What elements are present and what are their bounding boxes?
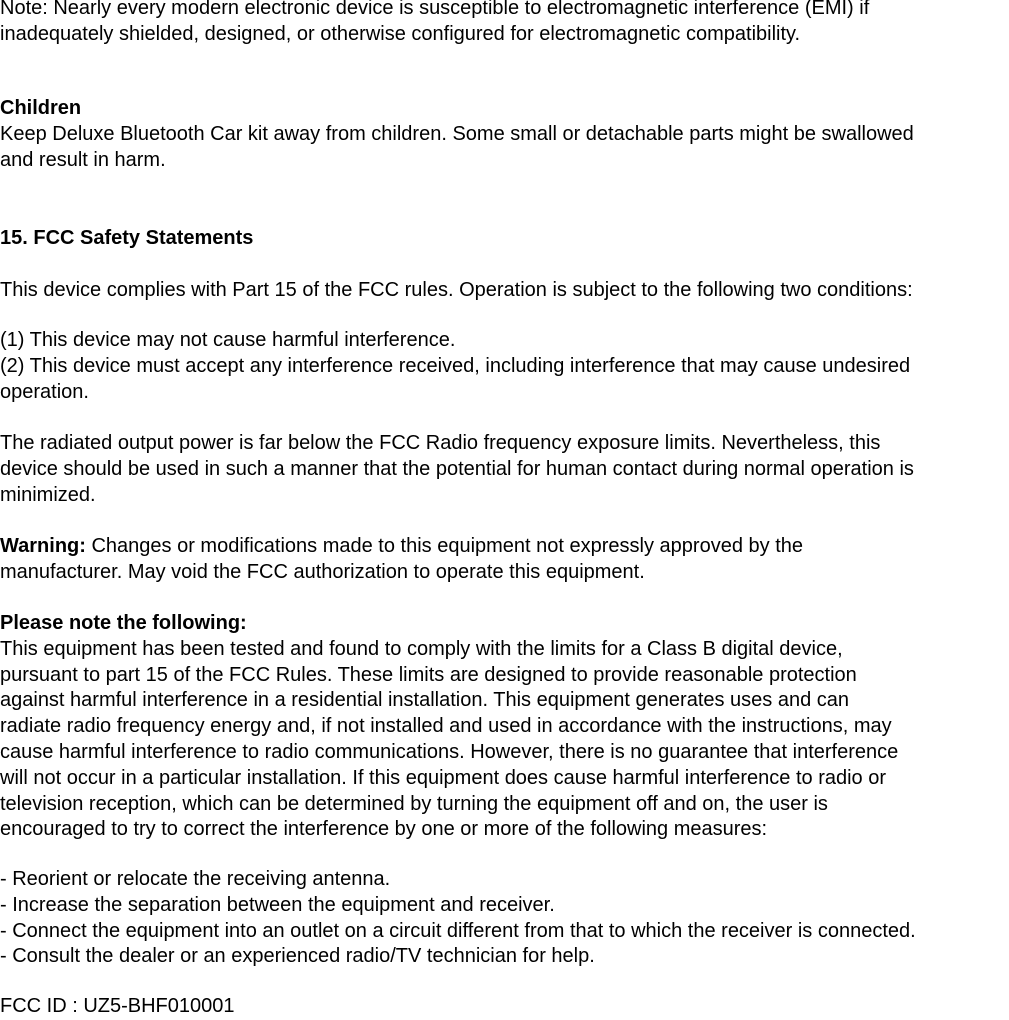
fcc-id: FCC ID : UZ5-BHF010001: [0, 995, 235, 1017]
measures-list: [0, 867, 1009, 970]
fcc-conditions: [0, 328, 1009, 405]
please-note-section: [0, 611, 1009, 843]
emi-note: [0, 0, 1009, 48]
please-note-line: radiate radio frequency energy and, if not installed and used in accordance with the instructions, may: [0, 715, 892, 738]
children-line: and result in harm.: [0, 148, 166, 171]
please-note-line: pursuant to part 15 of the FCC Rules. These limits are designed to provide reasonable protection: [0, 663, 857, 686]
measure-item: - Consult the dealer or an experienced radio/TV technician for help.: [0, 945, 595, 968]
fcc-heading: 15. FCC Safety Statements: [0, 227, 254, 249]
children-line: Keep Deluxe Bluetooth Car kit away from children. Some small or detachable parts might be swallowed: [0, 122, 914, 145]
please-note-line: against harmful interference in a residential installation. This equipment generates uses and can: [0, 689, 850, 712]
please-note-line: television reception, which can be determined by turning the equipment off and on, the user is: [0, 792, 828, 815]
radiated-line: minimized.: [0, 483, 96, 506]
please-note-line: cause harmful interference to radio communications. However, there is no guarantee that interference: [0, 740, 899, 763]
warning-label: Warning:: [0, 535, 86, 557]
fcc-condition-line: (2) This device must accept any interference received, including interference that may cause undesired: [0, 354, 911, 377]
emi-note-line: inadequately shielded, designed, or otherwise configured for electromagnetic compatibility.: [0, 22, 801, 45]
fcc-compliance-text: This device complies with Part 15 of the FCC rules. Operation is subject to the following two conditions:: [0, 279, 913, 301]
please-note-line: will not occur in a particular installation. If this equipment does cause harmful interference to radio or: [0, 766, 887, 789]
please-note-line: This equipment has been tested and found to comply with the limits for a Class B digital device,: [0, 637, 843, 660]
warning-paragraph: [0, 534, 1009, 586]
measure-item: - Connect the equipment into an outlet on a circuit different from that to which the receiver is connected.: [0, 919, 916, 942]
warning-text: Changes or modifications made to this equipment not expressly approved by the: [85, 535, 803, 557]
warning-text: manufacturer. May void the FCC authorization to operate this equipment.: [0, 560, 645, 583]
please-note-line: encouraged to try to correct the interference by one or more of the following measures:: [0, 818, 768, 841]
children-section: [0, 96, 1009, 173]
measure-item: - Increase the separation between the equipment and receiver.: [0, 893, 555, 916]
emi-note-line: Note: Nearly every modern electronic device is susceptible to electromagnetic interference (EMI) if: [0, 0, 870, 19]
fcc-condition-line: (1) This device may not cause harmful interference.: [0, 329, 456, 351]
radiated-line: device should be used in such a manner that the potential for human contact during normal operation is: [0, 457, 914, 480]
radiated-line: The radiated output power is far below the FCC Radio frequency exposure limits. Nevertheless, this: [0, 432, 881, 454]
children-heading: Children: [0, 97, 82, 119]
please-note-heading: Please note the following:: [0, 612, 247, 634]
fcc-condition-line: operation.: [0, 380, 89, 403]
radiated-power-paragraph: [0, 431, 1009, 508]
measure-item: - Reorient or relocate the receiving antenna.: [0, 868, 391, 890]
